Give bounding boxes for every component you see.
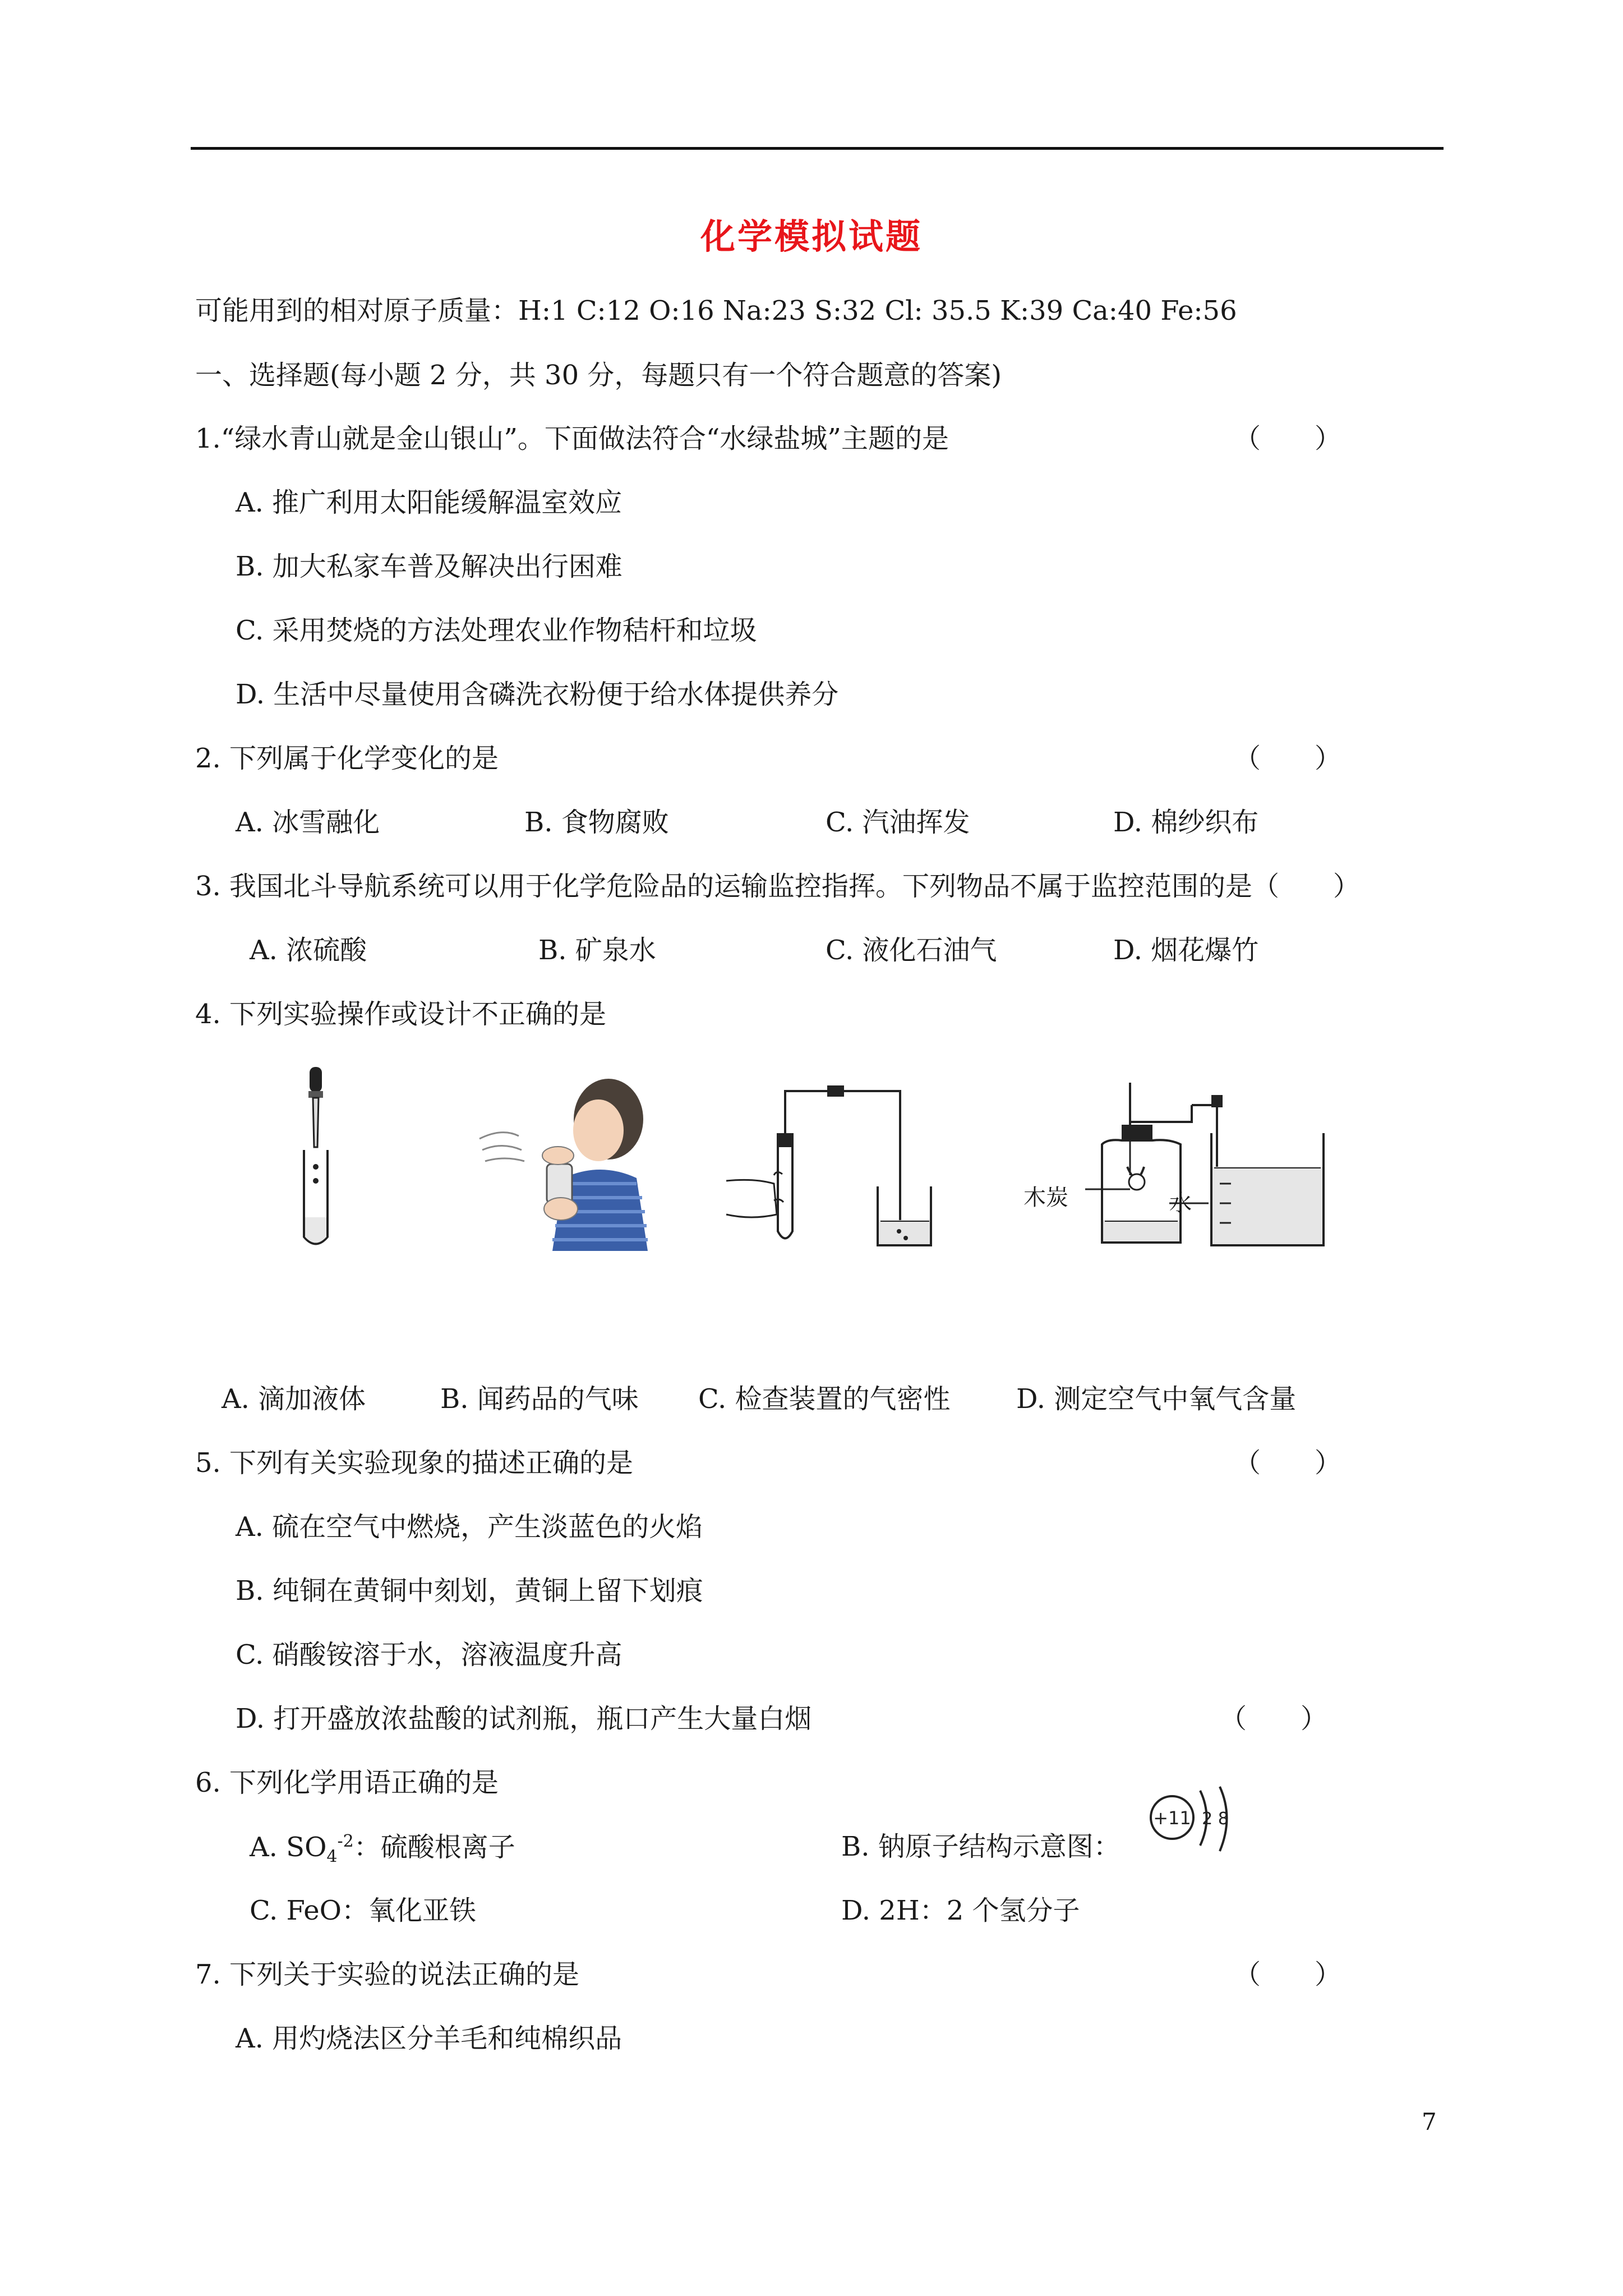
option: C. 液化石油气 [826,935,997,966]
answer-blank: （ ） [1220,1703,1328,1734]
page-number: 7 [1422,2108,1437,2136]
atom-nucleus-label: +11 [1153,1807,1191,1829]
option: C. 硝酸铵溶于水，溶液温度升高 [236,1639,623,1671]
option: B. 矿泉水 [538,935,656,966]
option: D. 生活中尽量使用含磷洗衣粉便于给水体提供养分 [236,679,839,710]
option: B. 纯铜在黄铜中刻划，黄铜上留下划痕 [236,1575,703,1607]
question-5-stem: 5. 下列有关实验现象的描述正确的是 [195,1447,634,1479]
option-d: D. 2H：2 个氢分子 [841,1895,1080,1926]
question-4-stem: 4. 下列实验操作或设计不正确的是 [195,999,607,1030]
oxygen-measure-figure [1018,1083,1332,1251]
atomic-masses: 可能用到的相对原子质量：H:1 C:12 O:16 Na:23 S:32 Cl: 35.5 K:39 Ca:40 Fe:56 [195,295,1237,326]
header-rule [191,147,1444,150]
sodium-atom-diagram [1147,1784,1242,1857]
question-1-stem: 1.“绿水青山就是金山银山”。下面做法符合“水绿盐城”主题的是 [195,423,949,454]
option-a-prefix: A. SO [250,1832,327,1863]
answer-blank: （ ） [1234,1447,1342,1479]
option: C. 检查装置的气密性 [698,1383,951,1415]
option-a-superscript: -2 [337,1832,354,1851]
smelling-figure [468,1071,653,1251]
option: D. 测定空气中氧气含量 [1016,1383,1297,1415]
option: D. 打开盛放浓盐酸的试剂瓶，瓶口产生大量白烟 [236,1703,812,1734]
option-a-subscript: 4 [326,1847,338,1867]
option: D. 棉纱织布 [1113,807,1259,838]
dropper-figure [292,1066,342,1251]
page-title: 化学模拟试题 [700,216,923,257]
option-c: C. FeO：氧化亚铁 [250,1895,476,1926]
option: A. 浓硫酸 [250,935,367,966]
answer-blank: （ ） [1234,1959,1342,1990]
option-a [250,1833,515,1866]
figure-label-water: 水 [1169,1190,1192,1216]
question-2-stem: 2. 下列属于化学变化的是 [195,743,499,774]
option: C. 采用焚烧的方法处理农业作物秸杆和垃圾 [236,615,757,646]
option: A. 推广利用太阳能缓解温室效应 [236,487,623,518]
section-heading: 一、选择题(每小题 2 分，共 30 分，每题只有一个符合题意的答案) [195,360,1002,391]
atom-shells-label: 2 8 [1202,1809,1229,1829]
option: A. 滴加液体 [222,1383,366,1415]
option-b: B. 钠原子结构示意图： [841,1831,1121,1862]
option-a-suffix: ：硫酸根离子 [353,1832,515,1863]
option: B. 闻药品的气味 [440,1383,639,1415]
option: B. 加大私家车普及解决出行困难 [236,551,623,582]
option: A. 硫在空气中燃烧，产生淡蓝色的火焰 [236,1511,703,1543]
question-7-stem: 7. 下列关于实验的说法正确的是 [195,1959,580,1990]
option: D. 烟花爆竹 [1113,935,1259,966]
answer-blank: （ ） [1234,423,1342,454]
answer-blank: （ ） [1234,743,1342,774]
airtightness-figure [721,1080,934,1251]
option: A. 用灼烧法区分羊毛和纯棉织品 [236,2023,623,2054]
option: C. 汽油挥发 [826,807,970,838]
option: A. 冰雪融化 [236,807,380,838]
figure-label-charcoal: 木炭 [1023,1185,1068,1211]
question-3-stem: 3. 我国北斗导航系统可以用于化学危险品的运输监控指挥。下列物品不属于监控范围的是（ ） [195,871,1361,902]
option: B. 食物腐败 [524,807,669,838]
question-6-stem: 6. 下列化学用语正确的是 [195,1767,499,1798]
